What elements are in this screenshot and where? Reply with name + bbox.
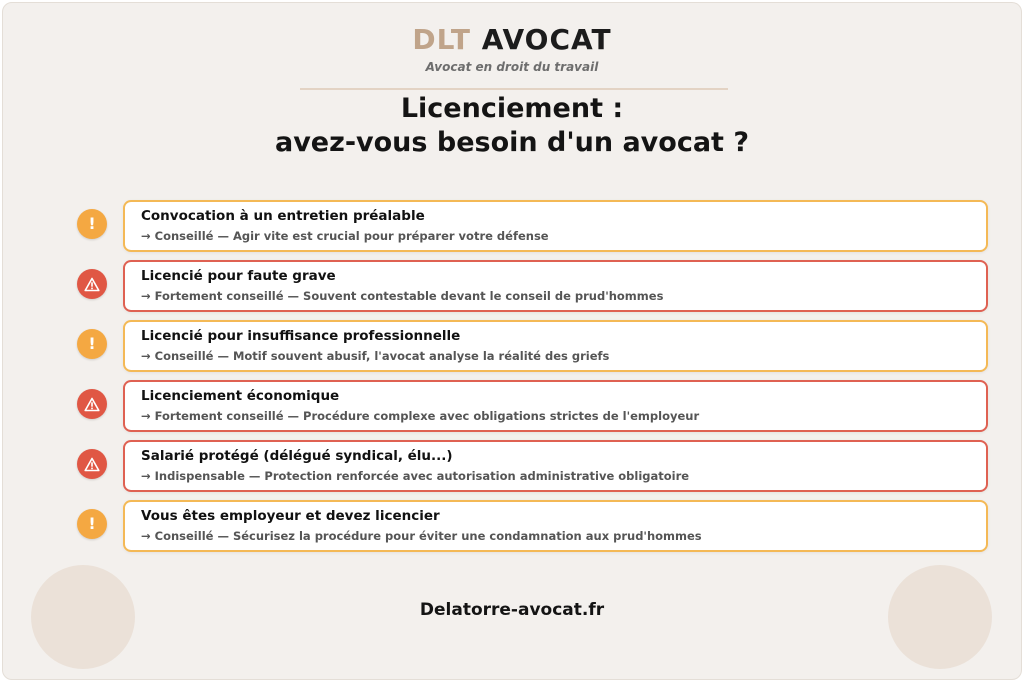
list-item: [77, 260, 989, 312]
infographic-card: [2, 2, 1022, 680]
brand-part-1: DLT: [412, 23, 471, 56]
item-detail: → Conseillé — Agir vite est crucial pour préparer votre défense: [141, 229, 549, 243]
warning-triangle-icon: [77, 269, 107, 299]
item-card: [123, 440, 988, 492]
list-item: [77, 200, 989, 252]
item-card: [123, 200, 988, 252]
item-detail: → Indispensable — Protection renforcée avec autorisation administrative obligatoire: [141, 469, 690, 483]
exclamation-icon: !: [77, 329, 107, 359]
brand-part-2: AVOCAT: [481, 23, 612, 56]
item-title: Licencié pour faute grave: [141, 268, 336, 284]
item-title: Licenciement économique: [141, 388, 340, 404]
item-title: Licencié pour insuffisance professionnelle: [141, 328, 461, 344]
list-item: [77, 500, 989, 552]
item-detail: → Conseillé — Sécurisez la procédure pour éviter une condamnation aux prud'hommes: [141, 529, 702, 543]
tagline: Avocat en droit du travail: [425, 60, 599, 74]
warning-triangle-icon: [77, 389, 107, 419]
item-card: [123, 260, 988, 312]
warning-triangle-icon: [77, 449, 107, 479]
item-detail: → Fortement conseillé — Souvent contestable devant le conseil de prud'hommes: [141, 289, 664, 303]
list-item: [77, 380, 989, 432]
item-detail: → Fortement conseillé — Procédure complexe avec obligations strictes de l'employeur: [141, 409, 700, 423]
item-title: Salarié protégé (délégué syndical, élu...): [141, 448, 453, 464]
brand-logo: [3, 23, 1021, 57]
item-title: Vous êtes employeur et devez licencier: [141, 508, 440, 524]
page-title: [3, 92, 1021, 160]
item-detail: → Conseillé — Motif souvent abusif, l'avocat analyse la réalité des griefs: [141, 349, 610, 363]
item-title: Convocation à un entretien préalable: [141, 208, 425, 224]
item-card: [123, 380, 988, 432]
item-card: [123, 320, 988, 372]
header-divider: [300, 88, 728, 90]
website-link[interactable]: Delatorre-avocat.fr: [419, 600, 605, 620]
title-line-2: avez-vous besoin d'un avocat ?: [274, 127, 750, 158]
list-item: [77, 320, 989, 372]
exclamation-icon: !: [77, 209, 107, 239]
exclamation-icon: !: [77, 509, 107, 539]
list-item: [77, 440, 989, 492]
title-line-1: Licenciement :: [400, 93, 624, 124]
item-card: [123, 500, 988, 552]
